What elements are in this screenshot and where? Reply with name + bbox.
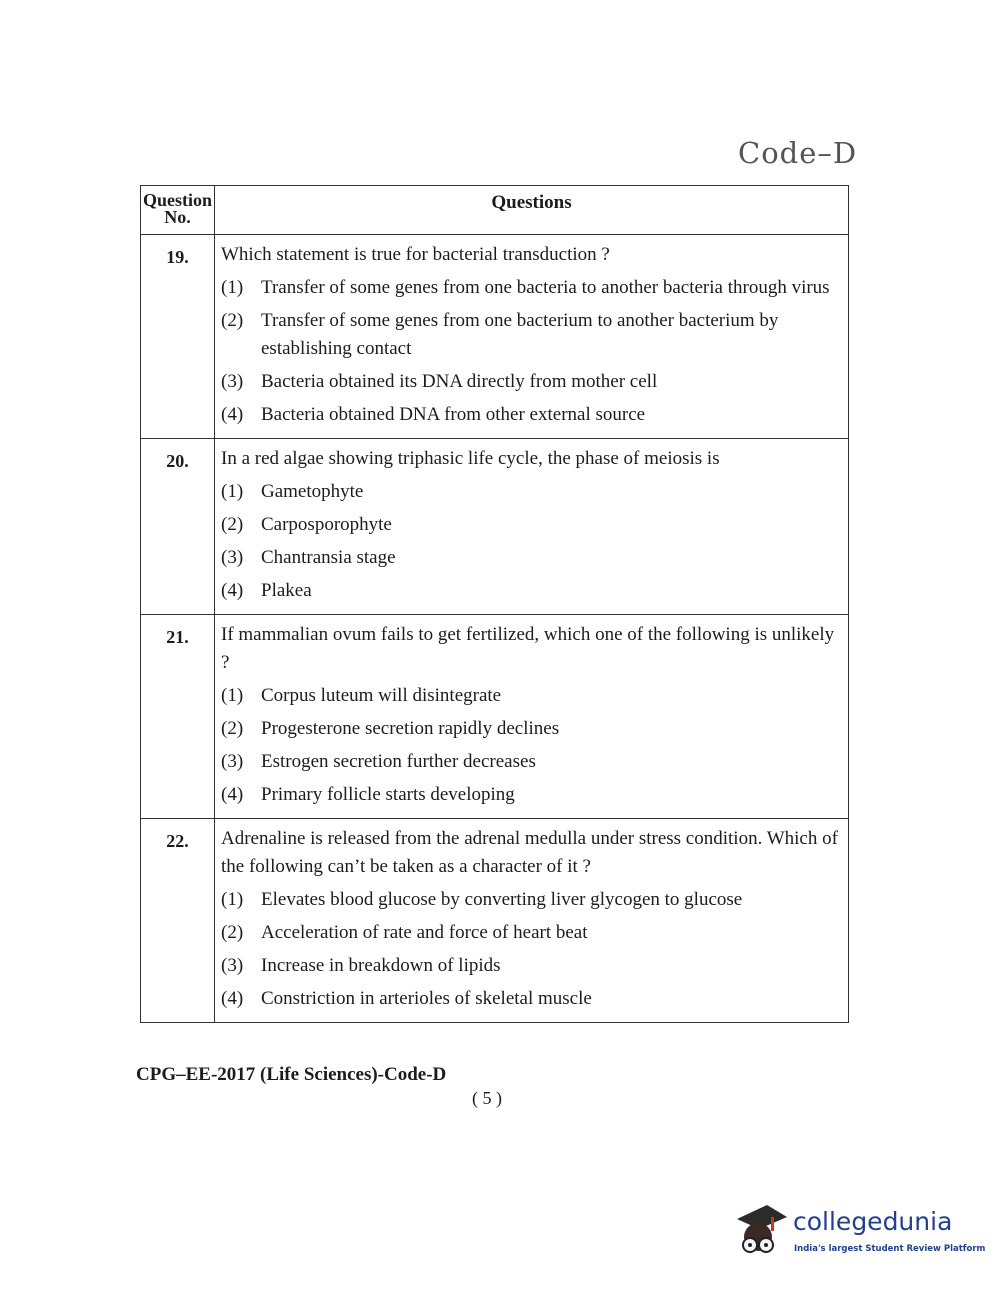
option-number: (2) bbox=[221, 922, 244, 943]
option-number: (2) bbox=[221, 718, 244, 739]
option-text: Progesterone secretion rapidly declines bbox=[261, 718, 560, 739]
question-body bbox=[215, 615, 849, 819]
answer-option bbox=[221, 781, 842, 809]
option-number: (3) bbox=[221, 955, 244, 976]
question-body bbox=[215, 439, 849, 615]
question-text: Adrenaline is released from the adrenal medulla under stress condition. Which of the following can’t be taken as a character of it ? bbox=[221, 828, 838, 877]
answer-option bbox=[221, 274, 842, 302]
option-number: (3) bbox=[221, 751, 244, 772]
answer-option bbox=[221, 748, 842, 776]
question-row bbox=[141, 615, 849, 819]
answer-option bbox=[221, 577, 842, 605]
option-text: Bacteria obtained its DNA directly from mother cell bbox=[261, 371, 658, 392]
option-number: (3) bbox=[221, 547, 244, 568]
option-text: Chantransia stage bbox=[261, 547, 396, 568]
brand-name: collegedunia bbox=[793, 1207, 953, 1236]
collegedunia-logo bbox=[733, 1197, 986, 1267]
question-body bbox=[215, 819, 849, 1023]
option-number: (2) bbox=[221, 310, 244, 331]
answer-option bbox=[221, 715, 842, 743]
option-number: (3) bbox=[221, 371, 244, 392]
option-text: Gametophyte bbox=[261, 481, 364, 502]
answer-option bbox=[221, 307, 842, 363]
question-text: If mammalian ovum fails to get fertilized, which one of the following is unlikely ? bbox=[221, 624, 835, 673]
column-header-question-no: Question No. bbox=[141, 186, 215, 235]
option-number: (4) bbox=[221, 988, 244, 1009]
question-list bbox=[141, 235, 849, 1023]
question-number: 22. bbox=[141, 819, 215, 1023]
option-number: (2) bbox=[221, 514, 244, 535]
question-row bbox=[141, 235, 849, 439]
answer-option bbox=[221, 919, 842, 947]
answer-option bbox=[221, 886, 842, 914]
answer-option bbox=[221, 682, 842, 710]
answer-option bbox=[221, 544, 842, 572]
answer-option bbox=[221, 401, 842, 429]
option-text: Primary follicle starts developing bbox=[261, 784, 515, 805]
option-number: (1) bbox=[221, 481, 244, 502]
option-number: (4) bbox=[221, 784, 244, 805]
option-text: Acceleration of rate and force of heart beat bbox=[261, 922, 588, 943]
exam-code: Code–D bbox=[738, 136, 858, 170]
answer-option bbox=[221, 985, 842, 1013]
option-text: Carposporophyte bbox=[261, 514, 392, 535]
footer-exam-title: CPG–EE-2017 (Life Sciences)-Code-D bbox=[136, 1064, 447, 1085]
question-body bbox=[215, 235, 849, 439]
option-number: (1) bbox=[221, 685, 244, 706]
option-text: Corpus luteum will disintegrate bbox=[261, 685, 502, 706]
option-text: Estrogen secretion further decreases bbox=[261, 751, 536, 772]
answer-option bbox=[221, 952, 842, 980]
option-text: Constriction in arterioles of skeletal muscle bbox=[261, 988, 592, 1009]
option-number: (4) bbox=[221, 404, 244, 425]
option-text: Transfer of some genes from one bacterium to another bacterium by establishing contact bbox=[261, 310, 779, 359]
option-text: Plakea bbox=[261, 580, 312, 601]
answer-option bbox=[221, 511, 842, 539]
option-text: Elevates blood glucose by converting liver glycogen to glucose bbox=[261, 889, 743, 910]
question-number: 19. bbox=[141, 235, 215, 439]
option-number: (1) bbox=[221, 277, 244, 298]
question-text: Which statement is true for bacterial transduction ? bbox=[221, 244, 610, 265]
question-number: 20. bbox=[141, 439, 215, 615]
option-text: Increase in breakdown of lipids bbox=[261, 955, 501, 976]
column-header-questions: Questions bbox=[215, 186, 849, 235]
option-number: (1) bbox=[221, 889, 244, 910]
option-text: Transfer of some genes from one bacteria to another bacteria through virus bbox=[261, 277, 830, 298]
page-number: ( 5 ) bbox=[472, 1088, 502, 1108]
option-number: (4) bbox=[221, 580, 244, 601]
mascot-grad-cap-icon bbox=[733, 1197, 791, 1263]
question-row bbox=[141, 819, 849, 1023]
option-text: Bacteria obtained DNA from other external source bbox=[261, 404, 646, 425]
brand-tagline: India's largest Student Review Platform bbox=[794, 1244, 986, 1254]
question-number: 21. bbox=[141, 615, 215, 819]
answer-option bbox=[221, 478, 842, 506]
question-table bbox=[140, 185, 849, 1023]
question-text: In a red algae showing triphasic life cycle, the phase of meiosis is bbox=[221, 448, 720, 469]
question-row bbox=[141, 439, 849, 615]
table-header-row bbox=[141, 186, 849, 235]
answer-option bbox=[221, 368, 842, 396]
